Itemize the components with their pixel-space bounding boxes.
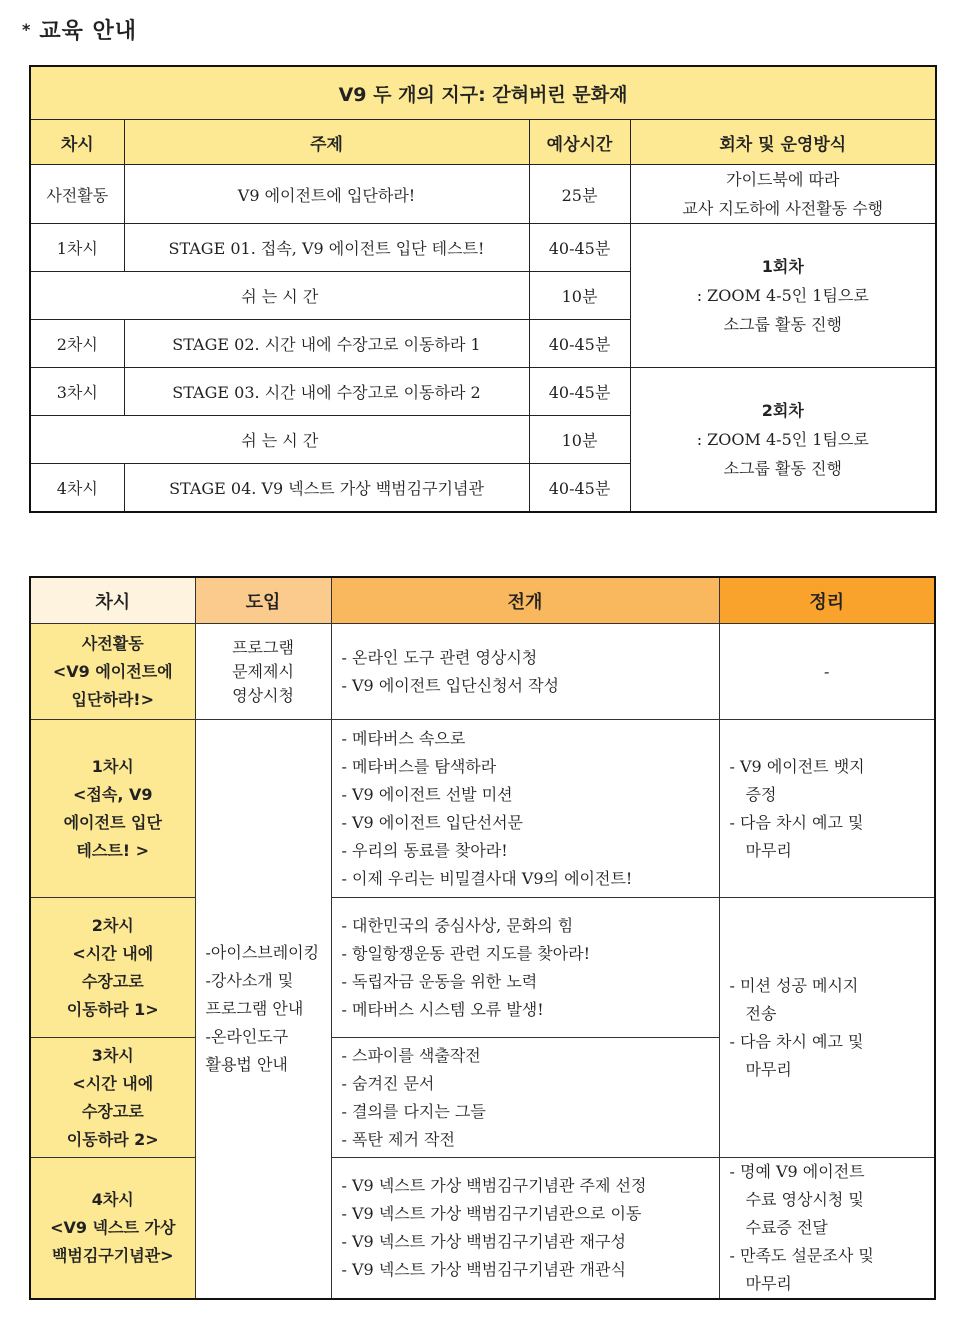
- header-develop: 전개: [331, 577, 719, 624]
- session-cell: 3차시 <시간 내에 수장고로 이동하라 2>: [30, 1038, 195, 1158]
- close-cell: - 미션 성공 메시지 전송 - 다음 차시 예고 및 마무리: [719, 898, 935, 1158]
- topic-cell: STAGE 02. 시간 내에 수장고로 이동하라 1: [124, 320, 529, 368]
- session-cell: 3차시: [30, 368, 124, 416]
- table-row: [30, 165, 936, 224]
- table-row: [30, 224, 936, 272]
- develop-cell: - V9 넥스트 가상 백범김구기념관 주제 선정 - V9 넥스트 가상 백범김구기념관으로 이동 - V9 넥스트 가상 백범김구기념관 재구성 - V9 넥스트 가상 백범김구기념관 개관식: [331, 1158, 719, 1300]
- header-topic: 주제: [124, 120, 529, 165]
- session-cell: 4차시: [30, 464, 124, 513]
- develop-cell: - 스파이를 색출작전 - 숨겨진 문서 - 결의를 다지는 그들 - 폭탄 제거 작전: [331, 1038, 719, 1158]
- close-cell: - V9 에이전트 뱃지 증정 - 다음 차시 예고 및 마무리: [719, 720, 935, 898]
- session-cell: 2차시 <시간 내에 수장고로 이동하라 1>: [30, 898, 195, 1038]
- session-cell: 1차시: [30, 224, 124, 272]
- header-session: 차시: [30, 120, 124, 165]
- topic-cell: STAGE 03. 시간 내에 수장고로 이동하라 2: [124, 368, 529, 416]
- time-cell: 10분: [529, 416, 630, 464]
- table-row: [30, 624, 935, 720]
- break-cell: 쉬 는 시 간: [30, 416, 529, 464]
- mode-round1-cell: 1회차 : ZOOM 4-5인 1팀으로 소그룹 활동 진행: [630, 224, 936, 368]
- intro-common-cell: -아이스브레이킹 -강사소개 및 프로그램 안내 -온라인도구 활용법 안내: [195, 720, 331, 1300]
- close-cell: - 명예 V9 에이전트 수료 영상시청 및 수료증 전달 - 만족도 설문조사 및 마무리: [719, 1158, 935, 1300]
- mode-cell: 가이드북에 따라 교사 지도하에 사전활동 수행: [630, 165, 936, 224]
- session-cell: 사전활동 <V9 에이전트에 입단하라!>: [30, 624, 195, 720]
- time-cell: 40-45분: [529, 464, 630, 513]
- table-row: [30, 898, 935, 1038]
- session-cell: 사전활동: [30, 165, 124, 224]
- develop-cell: - 대한민국의 중심사상, 문화의 힘 - 항일항쟁운동 관련 지도를 찾아라! - 독립자금 운동을 위한 노력 - 메타버스 시스템 오류 발생!: [331, 898, 719, 1038]
- schedule-title: V9 두 개의 지구: 갇혀버린 문화재: [30, 66, 936, 120]
- lesson-plan-table: [29, 576, 936, 1300]
- table-row: [30, 368, 936, 416]
- break-cell: 쉬 는 시 간: [30, 272, 529, 320]
- time-cell: 40-45분: [529, 368, 630, 416]
- header-session: 차시: [30, 577, 195, 624]
- table-row: [30, 720, 935, 898]
- table-row: [30, 1158, 935, 1300]
- time-cell: 40-45분: [529, 224, 630, 272]
- close-cell: -: [719, 624, 935, 720]
- header-intro: 도입: [195, 577, 331, 624]
- header-time: 예상시간: [529, 120, 630, 165]
- topic-cell: V9 에이전트에 입단하라!: [124, 165, 529, 224]
- heading-text: 교육 안내: [39, 19, 138, 44]
- header-close: 정리: [719, 577, 935, 624]
- intro-cell: 프로그램 문제제시 영상시청: [195, 624, 331, 720]
- bullet-star-icon: *: [22, 20, 32, 39]
- header-mode: 회차 및 운영방식: [630, 120, 936, 165]
- develop-cell: - 온라인 도구 관련 영상시청 - V9 에이전트 입단신청서 작성: [331, 624, 719, 720]
- topic-cell: STAGE 04. V9 넥스트 가상 백범김구기념관: [124, 464, 529, 513]
- time-cell: 40-45분: [529, 320, 630, 368]
- section-heading: [22, 14, 137, 45]
- session-cell: 1차시 <접속, V9 에이전트 입단 테스트! >: [30, 720, 195, 898]
- time-cell: 25분: [529, 165, 630, 224]
- schedule-table: [29, 65, 937, 513]
- develop-cell: - 메타버스 속으로 - 메타버스를 탐색하라 - V9 에이전트 선발 미션 - V9 에이전트 입단선서문 - 우리의 동료를 찾아라! - 이제 우리는 비밀결사대 V9의 에이전트!: [331, 720, 719, 898]
- session-cell: 2차시: [30, 320, 124, 368]
- mode-round2-cell: 2회차 : ZOOM 4-5인 1팀으로 소그룹 활동 진행: [630, 368, 936, 513]
- session-cell: 4차시 <V9 넥스트 가상 백범김구기념관>: [30, 1158, 195, 1300]
- time-cell: 10분: [529, 272, 630, 320]
- topic-cell: STAGE 01. 접속, V9 에이전트 입단 테스트!: [124, 224, 529, 272]
